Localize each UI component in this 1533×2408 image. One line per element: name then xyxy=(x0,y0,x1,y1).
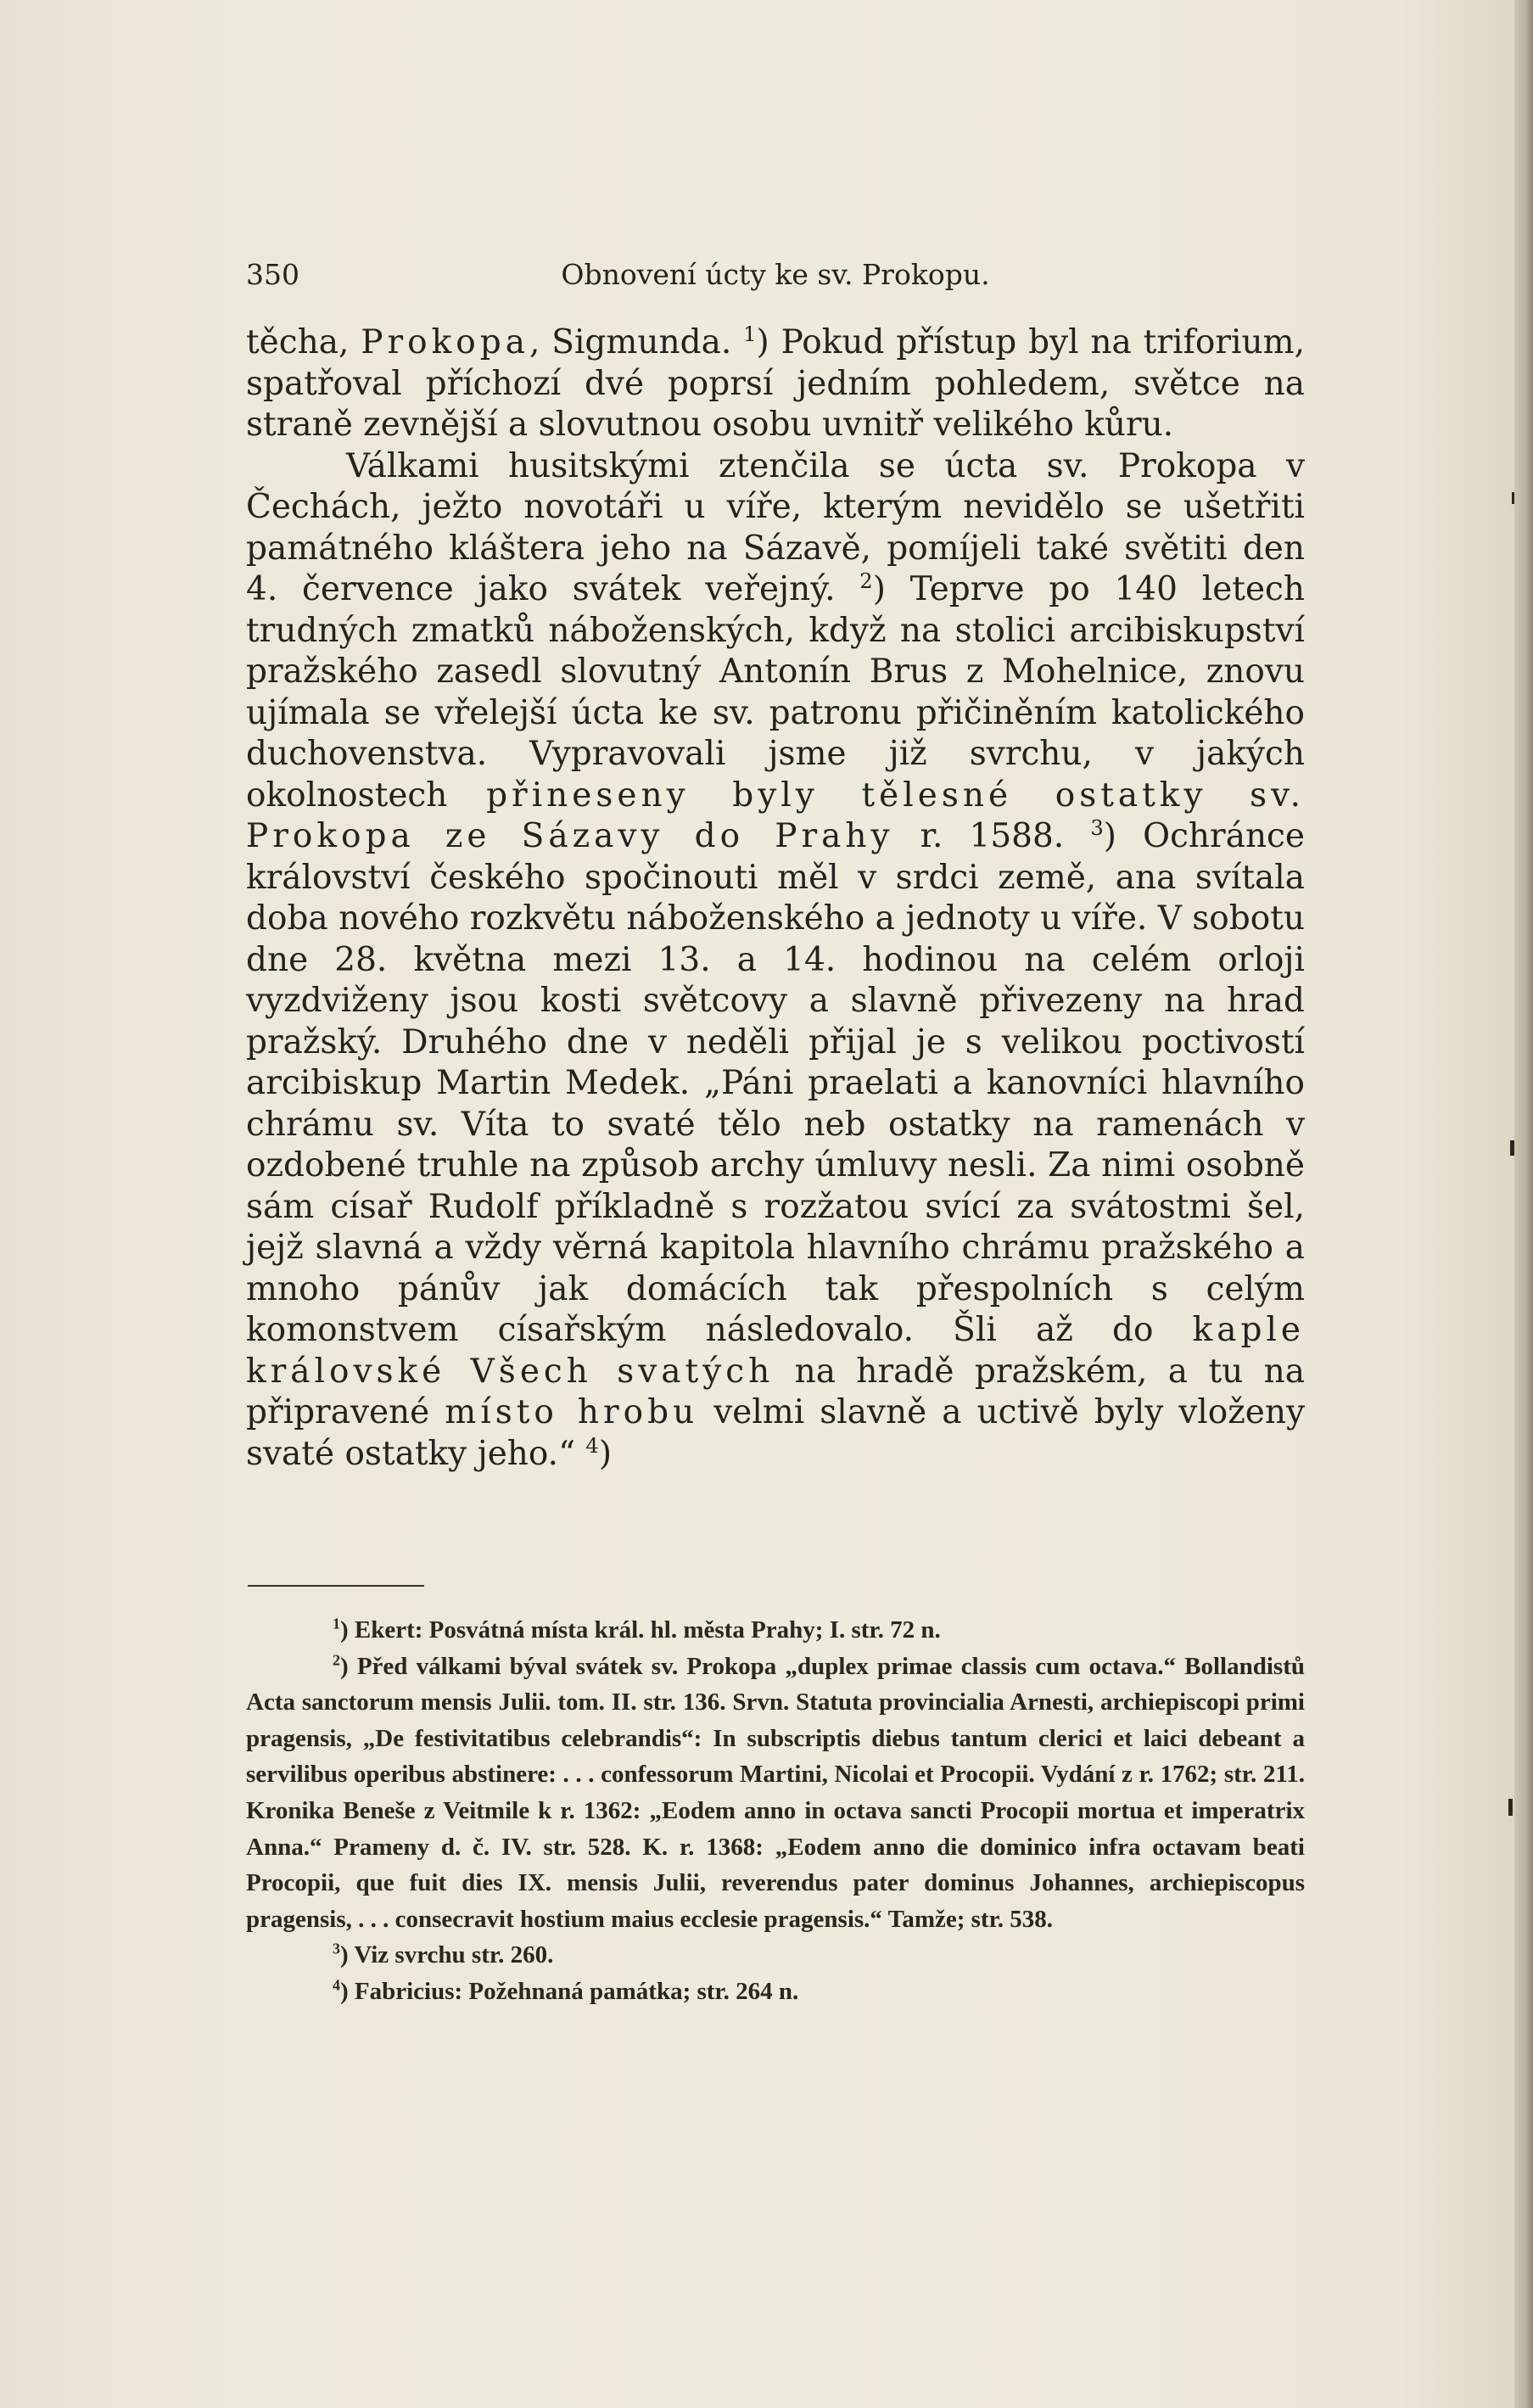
footnote-text: ) Fabricius: Požehnaná památka; str. 264 n. xyxy=(339,1977,799,2005)
text-run: velmi slavně a uctivě byly vloženy svaté ostatky jeho.“ xyxy=(246,1393,1305,1473)
spaced-text: místo hrobu xyxy=(445,1393,699,1431)
text-run: ) xyxy=(598,1434,613,1473)
footnote xyxy=(246,1649,1305,1938)
footnote-marker: 1 xyxy=(333,1615,340,1632)
footnote xyxy=(246,1612,1305,1649)
footnote-text: ) Před válkami býval svátek sv. Prokopa „duplex primae classis cum octava.“ Bollandistů Acta sanctorum mensis Julii. tom. II. str. 136. Srvn. Statuta provincialia Arnesti, archiepiscopi primi pragensis, „De festivitatibus celebrandis“: In subscriptis diebus tantum clerici et laici debeant a servilibus operibus abstinere: . . . confessorum Martini, Nicolai et Procopii. Vydání z r. 1762; str. 211. Kronika Beneše z Veitmile k r. 1362: „Eodem anno in octava sancti Procopii mortua et imperatrix Anna.“ Prameny d. č. IV. str. 528. K. r. 1368: „Eodem anno die dominico infra octavam beati Procopii, que fuit dies IX. mensis Julii, reverendus pater dominus Johannes, archiepiscopus pragensis, . . . consecravit hostium maius ecclesie pragensis.“ Tamže; str. 538. xyxy=(246,1652,1305,1933)
paragraph xyxy=(246,446,1305,1476)
text-run: ) Pokud přístup byl na triforium, spatřoval příchozí dvé poprsí jedním pohledem, světce na straně zevnější a slovutnou osobu uvnitř velikého kůru. xyxy=(246,323,1305,444)
text-run: r. 1588. xyxy=(893,817,1091,855)
footnote-separator xyxy=(248,1585,424,1587)
text-run: těcha, xyxy=(246,323,361,361)
running-title: Obnovení úcty ke sv. Prokopu. xyxy=(561,258,990,291)
footnote-ref: 2 xyxy=(859,569,873,593)
footnote-marker: 3 xyxy=(333,1940,340,1957)
text-run: ) Teprve po 140 letech trudných zmatků náboženských, když na stolici arcibiskupství pražského zasedl slovutný Antonín Brus z Mohelnice, znovu ujímala se vřelejší úcta ke sv. patronu přičiněním katolického duchovenstva. Vypravovali jsme již svrchu, v jakých okolnostech xyxy=(246,570,1305,815)
page-edge xyxy=(1514,0,1533,2408)
margin-speck xyxy=(1508,1799,1513,1816)
footnote-text: ) Ekert: Posvátná místa král. hl. města Prahy; I. str. 72 n. xyxy=(339,1616,941,1644)
page-number: 350 xyxy=(246,258,299,291)
text-run: na hradě pražském, a tu na připravené xyxy=(246,1352,1306,1431)
footnote xyxy=(246,1937,1305,1974)
page-header xyxy=(246,258,1305,297)
footnote xyxy=(246,1974,1305,2010)
footnote-marker: 2 xyxy=(333,1650,340,1668)
spaced-text: kaple královské Všech svatých xyxy=(246,1311,1305,1391)
text-run: Válkami husitskými ztenčila se úcta sv. Prokopa v Čechách, ježto novotáři u víře, kterým nevidělo se ušetřiti památného kláštera jeho na Sázavě, pomíjeli také světiti den 4. července jako svátek veřejný. xyxy=(246,446,1305,608)
footnotes xyxy=(246,1612,1305,2010)
footnote-text: ) Viz svrchu str. 260. xyxy=(339,1941,554,1969)
text-run: ) Ochránce království českého spočinouti měl v srdci země, ana svítala doba nového rozkvětu náboženského a jednoty u víře. V sobotu dne 28. května mezi 13. a 14. hodinou na celém orloji vyzdviženy jsou kosti světcovy a slavně přivezeny na hrad pražský. Druhého dne v neděli přijal je s velikou poctivostí arcibiskup Martin Medek. „Páni praelati a kanovníci hlavního chrámu sv. Víta to svaté tělo neb ostatky na ramenách v ozdobené truhle na způsob archy úmluvy nesli. Za nimi osobně sám císař Rudolf příkladně s rozžatou svící za svátostmi šel, jejž slavná a vždy věrná kapitola hlavního chrámu pražského a mnoho pánův jak domácích tak přespolních s celým komonstvem císařským následovalo. Šli až do xyxy=(246,817,1305,1349)
spaced-text: Prokopa xyxy=(361,323,529,361)
paragraph xyxy=(246,322,1305,446)
spaced-text: přineseny byly tělesné ostatky sv. Prokopa ze Sázavy do Prahy xyxy=(246,776,1305,855)
body-text xyxy=(246,322,1305,1475)
footnote-marker: 4 xyxy=(333,1976,340,1994)
footnote-ref: 3 xyxy=(1090,816,1104,840)
text-run: , Sigmunda. xyxy=(529,323,744,361)
footnote-ref: 1 xyxy=(743,322,757,346)
footnote-ref: 4 xyxy=(585,1433,599,1458)
